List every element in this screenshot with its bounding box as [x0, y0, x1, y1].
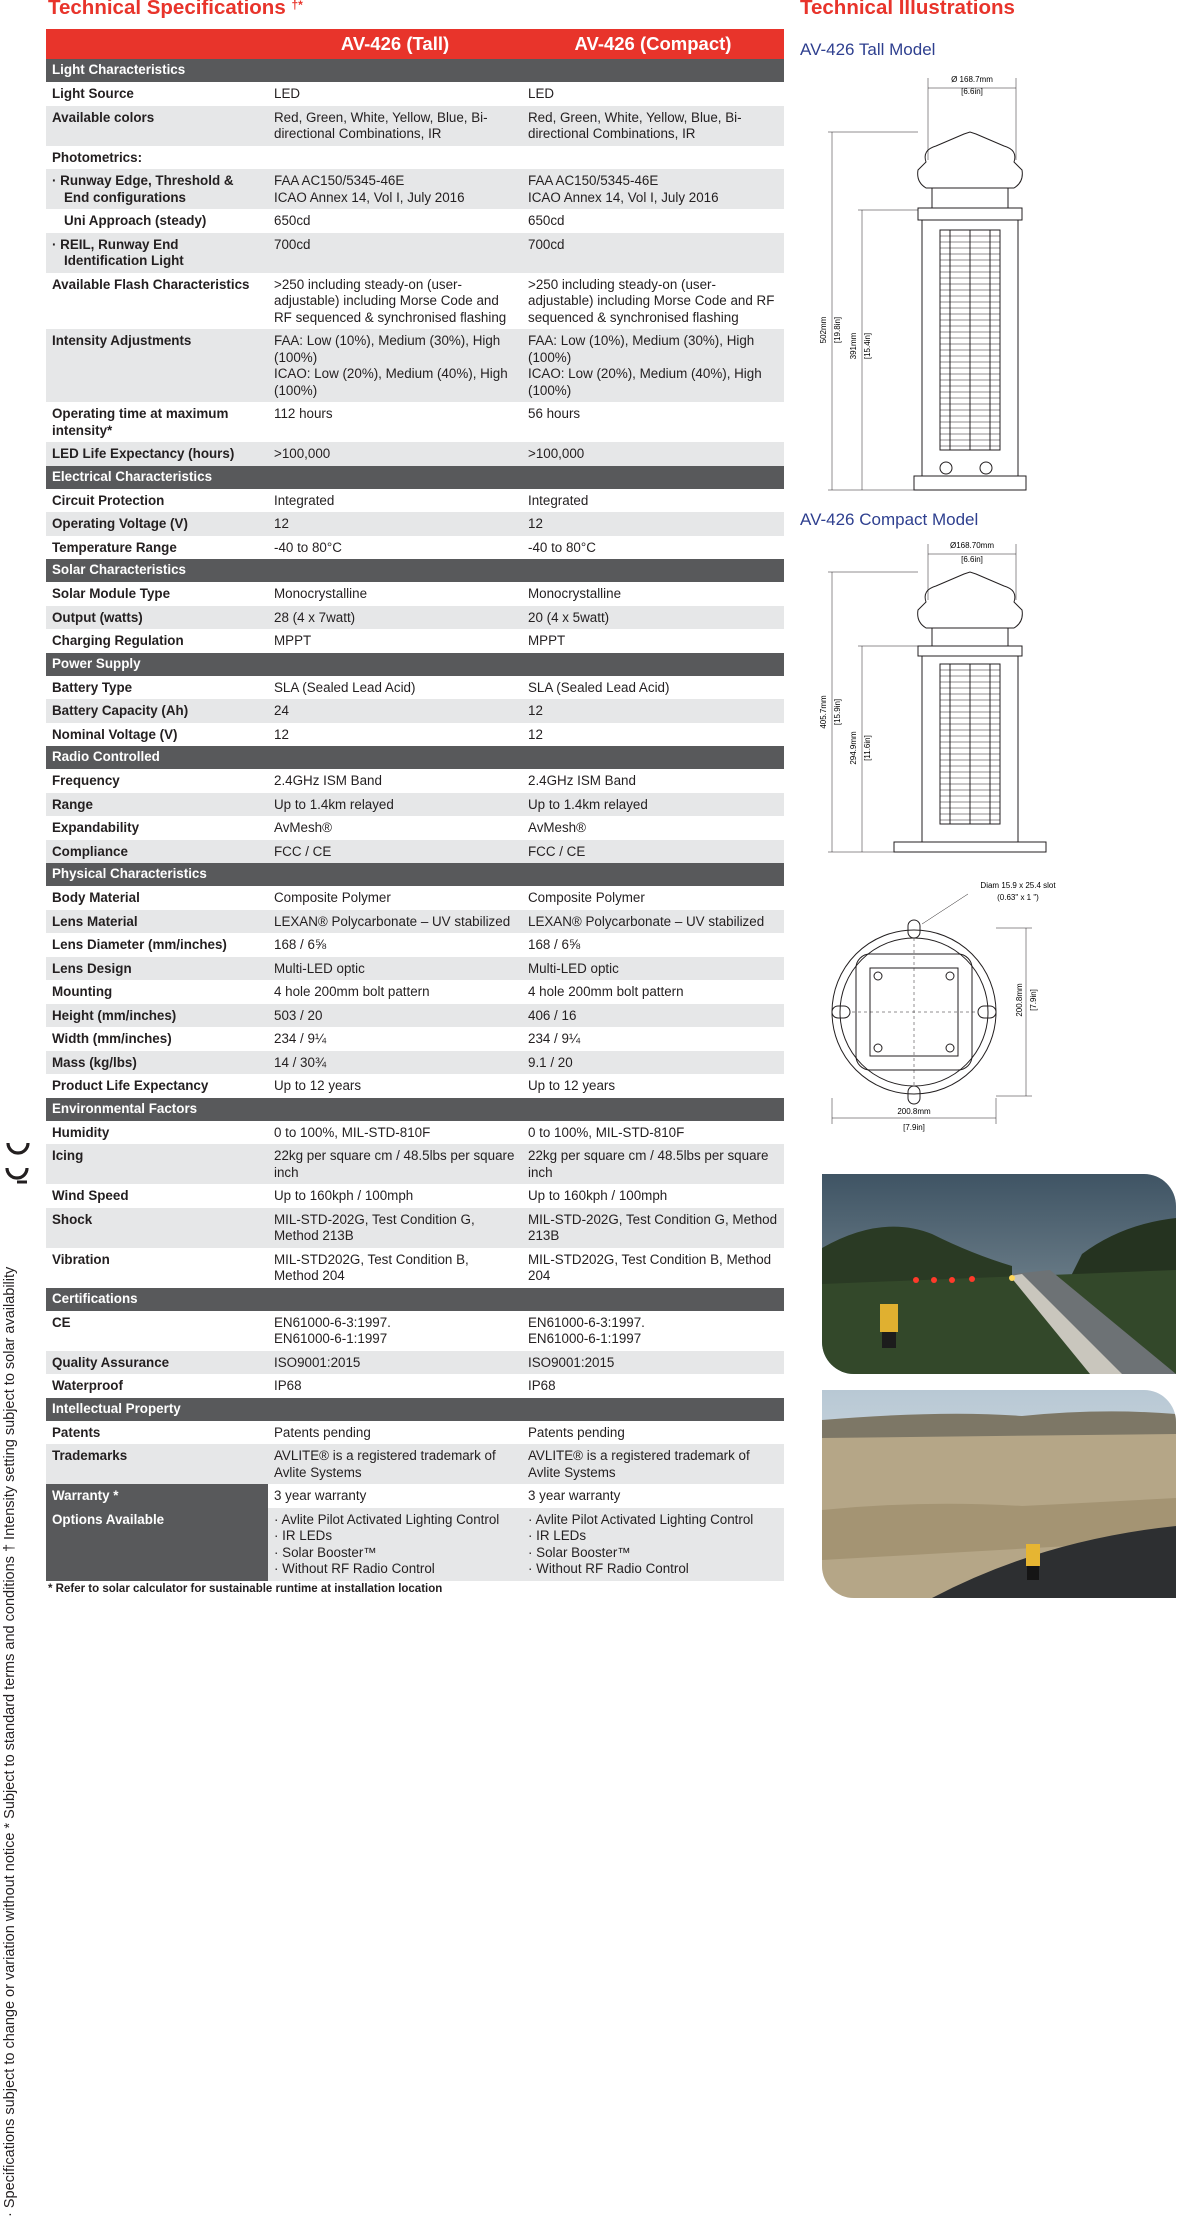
option-item: · Without RF Radio Control [274, 1561, 435, 1576]
section-header: Electrical Characteristics [46, 466, 784, 489]
table-row [46, 233, 784, 273]
value-tall: 22kg per square cm / 48.5lbs per square inch [268, 1144, 522, 1184]
value-compact: FAA AC150/5345-46E ICAO Annex 14, Vol I, July 2016 [522, 169, 784, 209]
tall-model-title: AV-426 Tall Model [800, 40, 936, 59]
table-row [46, 840, 784, 864]
table-row [46, 442, 784, 466]
section-header: Physical Characteristics [46, 863, 784, 886]
table-row [46, 1248, 784, 1288]
value-compact: -40 to 80°C [528, 539, 596, 555]
table-row [46, 1351, 784, 1375]
row-label: Intensity Adjustments [46, 329, 268, 402]
row-label: Frequency [52, 773, 120, 788]
value-compact: 22kg per square cm / 48.5lbs per square inch [522, 1144, 784, 1184]
row-label: Light Source [52, 86, 134, 101]
row-label: · REIL, Runway End Identification Light [46, 233, 268, 273]
table-header-row [46, 29, 784, 59]
table-row [46, 582, 784, 606]
value-tall: AvMesh® [274, 820, 332, 835]
value-tall: 2.4GHz ISM Band [274, 773, 382, 788]
value-tall: >250 including steady-on (user-adjustable) including Morse Code and RF sequenced & synchronised flashing [274, 276, 507, 325]
row-label: Waterproof [52, 1378, 123, 1393]
tall-height-in: [19.8in] [833, 316, 842, 344]
section-header: Power Supply [46, 653, 784, 676]
value-tall: 112 hours [274, 406, 333, 421]
value-tall: 14 / 30¾ [268, 1051, 522, 1075]
section-header: Light Characteristics [46, 59, 784, 82]
option-item: · Avlite Pilot Activated Lighting Control [528, 1511, 754, 1527]
table-row [46, 699, 784, 723]
row-label: Circuit Protection [52, 492, 165, 508]
row-label: Options Available [46, 1508, 268, 1581]
table-row [46, 1311, 784, 1351]
value-compact: >250 including steady-on (user-adjustable) including Morse Code and RF sequenced & synchronised flashing [528, 276, 775, 325]
table-row [46, 1184, 784, 1208]
value-tall: Up to 1.4km relayed [268, 793, 522, 817]
base-bottom-mm: 200.8mm [897, 1107, 931, 1116]
value-tall: 168 / 6⅝ [274, 937, 327, 952]
value-tall: Up to 160kph / 100mph [274, 1188, 414, 1203]
table-row [46, 933, 784, 957]
value-compact: Patents pending [528, 1424, 625, 1440]
value-compact: >100,000 [522, 442, 784, 466]
table-row [46, 816, 784, 840]
value-compact: FAA: Low (10%), Medium (30%), High (100%) ICAO: Low (20%), Medium (40%), High (100%) [522, 329, 784, 402]
table-row [46, 82, 784, 106]
footnote: * Refer to solar calculator for sustainable runtime at installation location [48, 1583, 443, 1595]
value-compact: AvMesh® [528, 820, 586, 835]
row-label: Product Life Expectancy [52, 1078, 209, 1093]
table-row [46, 1074, 784, 1098]
option-item: · Avlite Pilot Activated Lighting Control [274, 1511, 500, 1527]
value-compact: MIL-STD202G, Test Condition B, Method 204 [528, 1251, 772, 1283]
base-side-in: [7.9in] [1029, 989, 1038, 1011]
day-runway-photo [822, 1390, 1176, 1598]
row-label: Available colors [46, 106, 268, 146]
table-row [46, 402, 784, 442]
table-row [46, 723, 784, 747]
value-compact: MIL-STD-202G, Test Condition G, Method 213B [522, 1208, 784, 1248]
row-label: Nominal Voltage (V) [52, 726, 178, 742]
tall-body-in: [15.4in] [863, 332, 872, 360]
value-compact: LEXAN® Polycarbonate – UV stabilized [522, 910, 784, 934]
value-tall: 12 [268, 512, 522, 536]
row-label: Battery Type [52, 679, 133, 695]
value-tall: LEXAN® Polycarbonate – UV stabilized [268, 910, 522, 934]
value-tall: MIL-STD202G, Test Condition B, Method 204 [274, 1251, 469, 1283]
value-tall: 4 hole 200mm bolt pattern [274, 984, 430, 999]
value-tall: Integrated [274, 492, 335, 508]
value-tall: IP68 [274, 1378, 302, 1393]
row-label: · Runway Edge, Threshold & End configurations [46, 169, 268, 209]
value-compact [522, 146, 784, 170]
tall-height-mm: 502mm [819, 316, 828, 344]
table-row [46, 1208, 784, 1248]
compact-diameter-in: [6.6in] [961, 555, 983, 564]
value-compact: Composite Polymer [528, 890, 645, 905]
compact-diameter-mm: Ø168.70mm [949, 541, 995, 550]
value-compact: AVLITE® is a registered trademark of Avlite Systems [522, 1444, 784, 1484]
value-tall: -40 to 80°C [274, 539, 342, 555]
option-item: · Solar Booster™ [528, 1544, 631, 1560]
section-header: Certifications [46, 1288, 784, 1311]
row-label: Operating time at maximum intensity* [52, 406, 229, 438]
value-tall: FAA AC150/5345-46E ICAO Annex 14, Vol I, July 2016 [268, 169, 522, 209]
value-compact: EN61000-6-3:1997. EN61000-6-1:1997 [528, 1314, 645, 1346]
table-row [46, 1421, 784, 1445]
value-tall: AVLITE® is a registered trademark of Avlite Systems [268, 1444, 522, 1484]
spec-table [46, 29, 784, 1581]
compact-height-mm: 405.7mm [819, 695, 828, 729]
value-tall: 234 / 9¼ [274, 1031, 327, 1046]
row-label: Range [46, 793, 268, 817]
table-row [46, 169, 784, 209]
row-label: Output (watts) [46, 606, 268, 630]
row-label: Uni Approach (steady) [64, 213, 207, 228]
value-tall: Red, Green, White, Yellow, Blue, Bi-directional Combinations, IR [268, 106, 522, 146]
row-label: CE [52, 1314, 71, 1330]
table-row [46, 769, 784, 793]
option-item: · Without RF Radio Control [528, 1561, 689, 1576]
row-label: Lens Material [46, 910, 268, 934]
value-compact: SLA (Sealed Lead Acid) [528, 679, 670, 695]
option-item: · IR LEDs [274, 1528, 333, 1543]
value-compact: 20 (4 x 5watt) [522, 606, 784, 630]
row-label: Icing [46, 1144, 268, 1184]
value-tall: Multi-LED optic [268, 957, 522, 981]
table-row [46, 1004, 784, 1028]
value-tall: 650cd [274, 213, 311, 228]
value-tall: 700cd [268, 233, 522, 273]
table-row [46, 793, 784, 817]
row-label: Lens Diameter (mm/inches) [52, 937, 227, 952]
row-label: Trademarks [46, 1444, 268, 1484]
options-compact [522, 1508, 784, 1581]
value-compact: 56 hours [528, 406, 581, 421]
value-compact: 406 / 16 [522, 1004, 784, 1028]
table-row [46, 536, 784, 560]
value-compact: 3 year warranty [528, 1488, 621, 1503]
compact-model-drawing [818, 540, 1078, 872]
value-tall: MPPT [274, 633, 312, 648]
value-compact: 0 to 100%, MIL-STD-810F [528, 1124, 685, 1140]
row-label: Temperature Range [52, 539, 177, 555]
row-label: Expandability [52, 820, 140, 835]
value-compact: MPPT [528, 633, 566, 648]
value-tall: Composite Polymer [274, 890, 391, 905]
row-label: LED Life Expectancy (hours) [46, 442, 268, 466]
value-tall: FCC / CE [268, 840, 522, 864]
table-row [46, 957, 784, 981]
warranty-row [46, 1484, 784, 1508]
compact-model-title: AV-426 Compact Model [800, 510, 979, 529]
value-compact: LED [528, 86, 555, 101]
compact-body-in: [11.6in] [863, 735, 872, 761]
value-compact: ISO9001:2015 [522, 1351, 784, 1375]
value-tall [268, 146, 522, 170]
table-row [46, 1051, 784, 1075]
row-label: Wind Speed [52, 1188, 129, 1203]
option-item: · Solar Booster™ [274, 1544, 377, 1560]
compact-body-mm: 294.9mm [849, 731, 858, 765]
value-compact: 9.1 / 20 [522, 1051, 784, 1075]
row-label: Charging Regulation [52, 633, 184, 648]
row-label: Operating Voltage (V) [46, 512, 268, 536]
slot-dimension: Diam 15.9 x 25.4 slot [980, 881, 1056, 890]
tall-model-drawing [818, 70, 1078, 502]
column-header-tall: AV-426 (Tall) [268, 29, 522, 59]
section-header: Solar Characteristics [46, 559, 784, 582]
options-row [46, 1508, 784, 1581]
value-compact: Integrated [528, 492, 589, 508]
table-row [46, 910, 784, 934]
value-tall: EN61000-6-3:1997. EN61000-6-1:1997 [274, 1314, 391, 1346]
page-title: Technical Specifications †* [48, 0, 303, 19]
row-label: Mass (kg/lbs) [46, 1051, 268, 1075]
value-tall: Patents pending [274, 1424, 371, 1440]
row-label: Mounting [52, 984, 113, 999]
row-label: Width (mm/inches) [52, 1031, 172, 1046]
options-tall [268, 1508, 522, 1581]
section-header: Intellectual Property [46, 1398, 784, 1421]
base-plan-drawing [818, 880, 1078, 1136]
table-row [46, 1144, 784, 1184]
row-label: Warranty * [46, 1484, 268, 1508]
compact-height-in: [15.9in] [833, 698, 842, 726]
value-compact: 12 [528, 726, 543, 742]
night-runway-photo [822, 1174, 1176, 1374]
table-row [46, 1374, 784, 1398]
row-label: Humidity [52, 1124, 110, 1140]
value-compact: 234 / 9¼ [528, 1031, 581, 1046]
table-row [46, 329, 784, 402]
table-row [46, 1444, 784, 1484]
row-label: Vibration [52, 1251, 110, 1267]
table-row [46, 606, 784, 630]
value-compact: Up to 160kph / 100mph [528, 1188, 668, 1203]
value-compact: 12 [522, 512, 784, 536]
value-tall: Monocrystalline [274, 586, 368, 601]
table-row [46, 676, 784, 700]
slot-dimension-in: (0.63" x 1 ") [997, 893, 1039, 902]
value-compact: 700cd [522, 233, 784, 273]
base-side-mm: 200.8mm [1015, 983, 1024, 1017]
value-compact: 4 hole 200mm bolt pattern [528, 984, 684, 999]
row-label: Shock [46, 1208, 268, 1248]
value-compact: Multi-LED optic [522, 957, 784, 981]
value-compact: FCC / CE [522, 840, 784, 864]
option-item: · IR LEDs [528, 1528, 587, 1543]
row-label: Body Material [52, 890, 140, 905]
value-tall: 503 / 20 [268, 1004, 522, 1028]
section-header: Radio Controlled [46, 746, 784, 769]
value-tall: 24 [268, 699, 522, 723]
table-row [46, 512, 784, 536]
value-tall: LED [274, 86, 301, 101]
table-row [46, 1121, 784, 1145]
value-tall: FAA: Low (10%), Medium (30%), High (100%) ICAO: Low (20%), Medium (40%), High (100%) [268, 329, 522, 402]
row-label: Battery Capacity (Ah) [46, 699, 268, 723]
row-label: Quality Assurance [46, 1351, 268, 1375]
table-row [46, 886, 784, 910]
table-row [46, 1027, 784, 1051]
base-bottom-in: [7.9in] [903, 1123, 925, 1132]
value-tall: MIL-STD-202G, Test Condition G, Method 213B [268, 1208, 522, 1248]
value-compact: 2.4GHz ISM Band [528, 773, 636, 788]
value-tall: Up to 12 years [274, 1078, 362, 1093]
table-row [46, 980, 784, 1004]
table-row [46, 629, 784, 653]
tall-diameter-in: [6.6in] [961, 87, 983, 96]
tall-body-mm: 391mm [849, 332, 858, 360]
value-compact: 12 [522, 699, 784, 723]
value-compact: 650cd [528, 213, 565, 228]
value-tall: 28 (4 x 7watt) [268, 606, 522, 630]
illustrations-title: Technical Illustrations [800, 0, 1015, 19]
value-compact: Up to 1.4km relayed [522, 793, 784, 817]
value-tall: 0 to 100%, MIL-STD-810F [274, 1124, 431, 1140]
table-row [46, 209, 784, 233]
value-compact: Up to 12 years [528, 1078, 616, 1093]
value-tall: 3 year warranty [274, 1488, 367, 1503]
value-tall: SLA (Sealed Lead Acid) [274, 679, 416, 695]
section-header: Environmental Factors [46, 1098, 784, 1121]
value-tall: ISO9001:2015 [268, 1351, 522, 1375]
value-compact: Monocrystalline [528, 586, 622, 601]
row-label: Photometrics: [52, 149, 143, 165]
table-row [46, 273, 784, 330]
value-tall: >100,000 [268, 442, 522, 466]
row-label: Available Flash Characteristics [52, 276, 250, 292]
table-row [46, 146, 784, 170]
value-compact: Red, Green, White, Yellow, Blue, Bi-directional Combinations, IR [522, 106, 784, 146]
row-label: Height (mm/inches) [46, 1004, 268, 1028]
column-header-compact: AV-426 (Compact) [522, 29, 784, 59]
row-label: Compliance [46, 840, 268, 864]
value-tall: 12 [274, 726, 289, 742]
value-compact: 168 / 6⅝ [528, 937, 581, 952]
value-compact: IP68 [528, 1378, 556, 1393]
table-row [46, 106, 784, 146]
tall-diameter-mm: Ø 168.7mm [951, 75, 993, 84]
row-label: Lens Design [46, 957, 268, 981]
side-note: · Specifications subject to change or variation without notice * Subject to standard terms and conditions † Intensity setting subject to solar availability [2, 1266, 18, 2217]
ce-mark-icon [4, 1138, 30, 1188]
row-label: Solar Module Type [52, 586, 171, 601]
row-label: Patents [52, 1424, 101, 1440]
table-row [46, 489, 784, 513]
